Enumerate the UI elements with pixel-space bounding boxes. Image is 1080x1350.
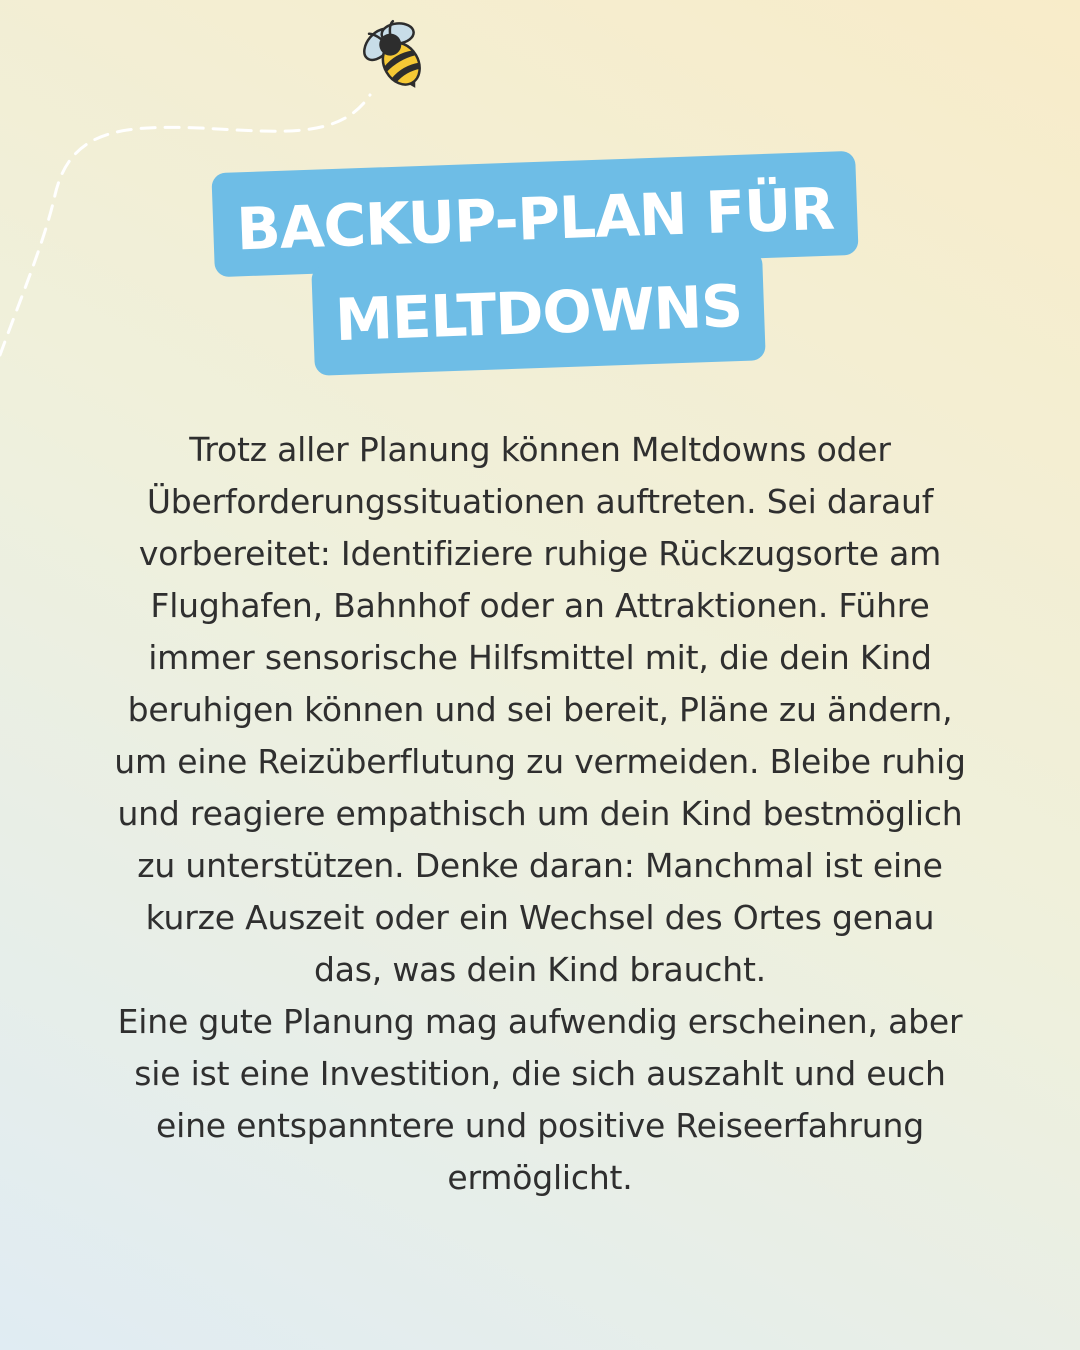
body-line: Überforderungssituationen auftreten. Sei darauf: [146, 482, 934, 521]
body-line: ermöglicht.: [447, 1158, 633, 1197]
body-line: Flughafen, Bahnhof oder an Attraktionen. Führe: [150, 586, 930, 625]
body-line: eine entspanntere und positive Reiseerfahrung: [156, 1106, 924, 1145]
body-line: beruhigen können und sei bereit, Pläne zu ändern,: [127, 690, 953, 729]
body-line: vorbereitet: Identifiziere ruhige Rückzugsorte am: [138, 534, 942, 573]
page-title-line-1: BACKUP-PLAN FÜR: [211, 151, 858, 277]
body-line: zu unterstützen. Denke daran: Manchmal ist eine: [137, 846, 943, 885]
body-line: und reagiere empathisch um dein Kind bestmöglich: [117, 794, 963, 833]
body-line: das, was dein Kind braucht.: [314, 950, 766, 989]
body-line: sie ist eine Investition, die sich auszahlt und euch: [134, 1054, 946, 1093]
body-line: Trotz aller Planung können Meltdowns oder: [189, 430, 891, 469]
body-paragraph: [40, 424, 1040, 1204]
body-line: Eine gute Planung mag aufwendig erscheinen, aber: [117, 1002, 963, 1041]
bee-icon: [356, 12, 440, 96]
body-line: immer sensorische Hilfsmittel mit, die dein Kind: [148, 638, 932, 677]
body-line: um eine Reizüberflutung zu vermeiden. Bleibe ruhig: [114, 742, 966, 781]
body-line: kurze Auszeit oder ein Wechsel des Ortes genau: [145, 898, 935, 937]
page-title-line-2: MELTDOWNS: [311, 250, 766, 376]
